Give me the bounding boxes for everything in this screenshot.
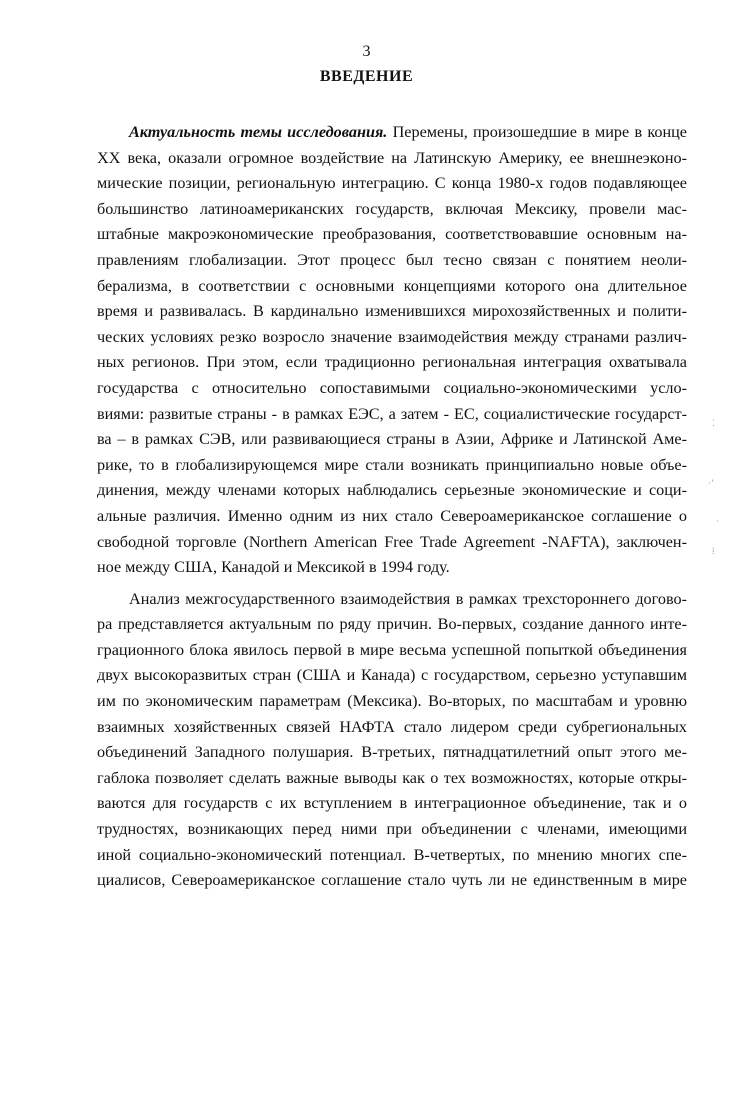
text-line: иной социально-экономический потенциал. В-четвертых, по мнению многих спе- bbox=[97, 845, 687, 864]
scan-artifact: ⁞ bbox=[712, 546, 715, 556]
text-line: рике, то в глобализирующемся мире стали возникать принципиально новые объе- bbox=[97, 455, 687, 474]
text-line: циалисов, Североамериканское соглашение стало чуть ли не единственным в мире bbox=[97, 871, 687, 890]
text-line: ва – в рамках СЭВ, или развивающиеся страны в Азии, Африке и Латинской Аме- bbox=[97, 430, 687, 449]
text-line: государства с относительно сопоставимыми социально-экономическими усло- bbox=[97, 378, 687, 397]
text-line bbox=[97, 120, 687, 146]
scan-artifact: · bbox=[716, 516, 719, 526]
text-line: XX века, оказали огромное воздействие на Латинскую Америку, ее внешнеэконо- bbox=[97, 148, 687, 167]
text-line: большинство латиноамериканских государств, включая Мексику, провели мас- bbox=[97, 199, 687, 218]
text-line: штабные макроэкономические преобразования, соответствовавшие основным на- bbox=[97, 225, 687, 244]
text-line: динения, между членами которых наблюдались серьезные экономические и соци- bbox=[97, 481, 687, 500]
text-line: Анализ межгосударственного взаимодействия в рамках трехстороннего догово- bbox=[129, 589, 687, 608]
lead-in-heading: Актуальность темы исследования. bbox=[129, 123, 388, 141]
scan-artifact: ⁚ bbox=[712, 418, 715, 428]
document-body bbox=[97, 120, 687, 894]
text-fragment: Перемены, произошедшие в мире в конце bbox=[387, 123, 687, 141]
text-line: берализма, в соответствии с основными концепциями которого она длительное bbox=[97, 276, 687, 295]
text-line: двух высокоразвитых стран (США и Канада) с государством, серьезно уступавшим bbox=[97, 666, 687, 685]
text-line: габлока позволяет сделать важные выводы как о тех возможностях, которые откры- bbox=[97, 768, 687, 787]
text-line: мические позиции, региональную интеграцию. С конца 1980-х годов подавляющее bbox=[97, 174, 687, 193]
text-line: взаимных хозяйственных связей НАФТА стало лидером среди субрегиональных bbox=[97, 717, 687, 736]
paragraph-analysis bbox=[97, 587, 687, 894]
text-line: грационного блока явилось первой в мире весьма успешной попыткой объединения bbox=[97, 640, 687, 659]
scan-artifact: ·’ bbox=[708, 478, 714, 488]
text-line: ра представляется актуальным по ряду причин. Во-первых, создание данного инте- bbox=[97, 615, 687, 634]
text-line: альные различия. Именно одним из них стало Североамериканское соглашение о bbox=[97, 506, 687, 525]
text-line: правлениям глобализации. Этот процесс был тесно связан с понятием неоли- bbox=[97, 250, 687, 269]
text-line: виями: развитые страны - в рамках ЕЭС, а затем - ЕС, социалистические государст- bbox=[97, 404, 687, 423]
text-line: ное между США, Канадой и Мексикой в 1994 году. bbox=[97, 558, 450, 577]
text-line: им по экономическим параметрам (Мексика). Во-вторых, по масштабам и уровню bbox=[97, 692, 687, 711]
text-line: ных регионов. При этом, если традиционно региональная интеграция охватывала bbox=[97, 353, 687, 372]
text-line: ваются для государств с их вступлением в интеграционное объединение, так и о bbox=[97, 794, 687, 813]
text-line: трудностях, возникающих перед ними при объединении с членами, имеющими bbox=[97, 820, 687, 839]
paragraph-actuality bbox=[97, 120, 687, 581]
text-line: свободной торговле (Northern American Free Trade Agreement -NAFTA), заключен- bbox=[97, 532, 687, 551]
text-line: объединений Западного полушария. В-третьих, пятнадцатилетний опыт этого ме- bbox=[97, 743, 687, 762]
text-line: время и развивалась. В кардинально изменившихся мирохозяйственных и полити- bbox=[97, 302, 687, 321]
text-line: ческих условиях резко возросло значение взаимодействия между странами различ- bbox=[97, 327, 687, 346]
page-number: 3 bbox=[362, 43, 371, 60]
page-title: ВВЕДЕНИЕ bbox=[319, 68, 414, 85]
